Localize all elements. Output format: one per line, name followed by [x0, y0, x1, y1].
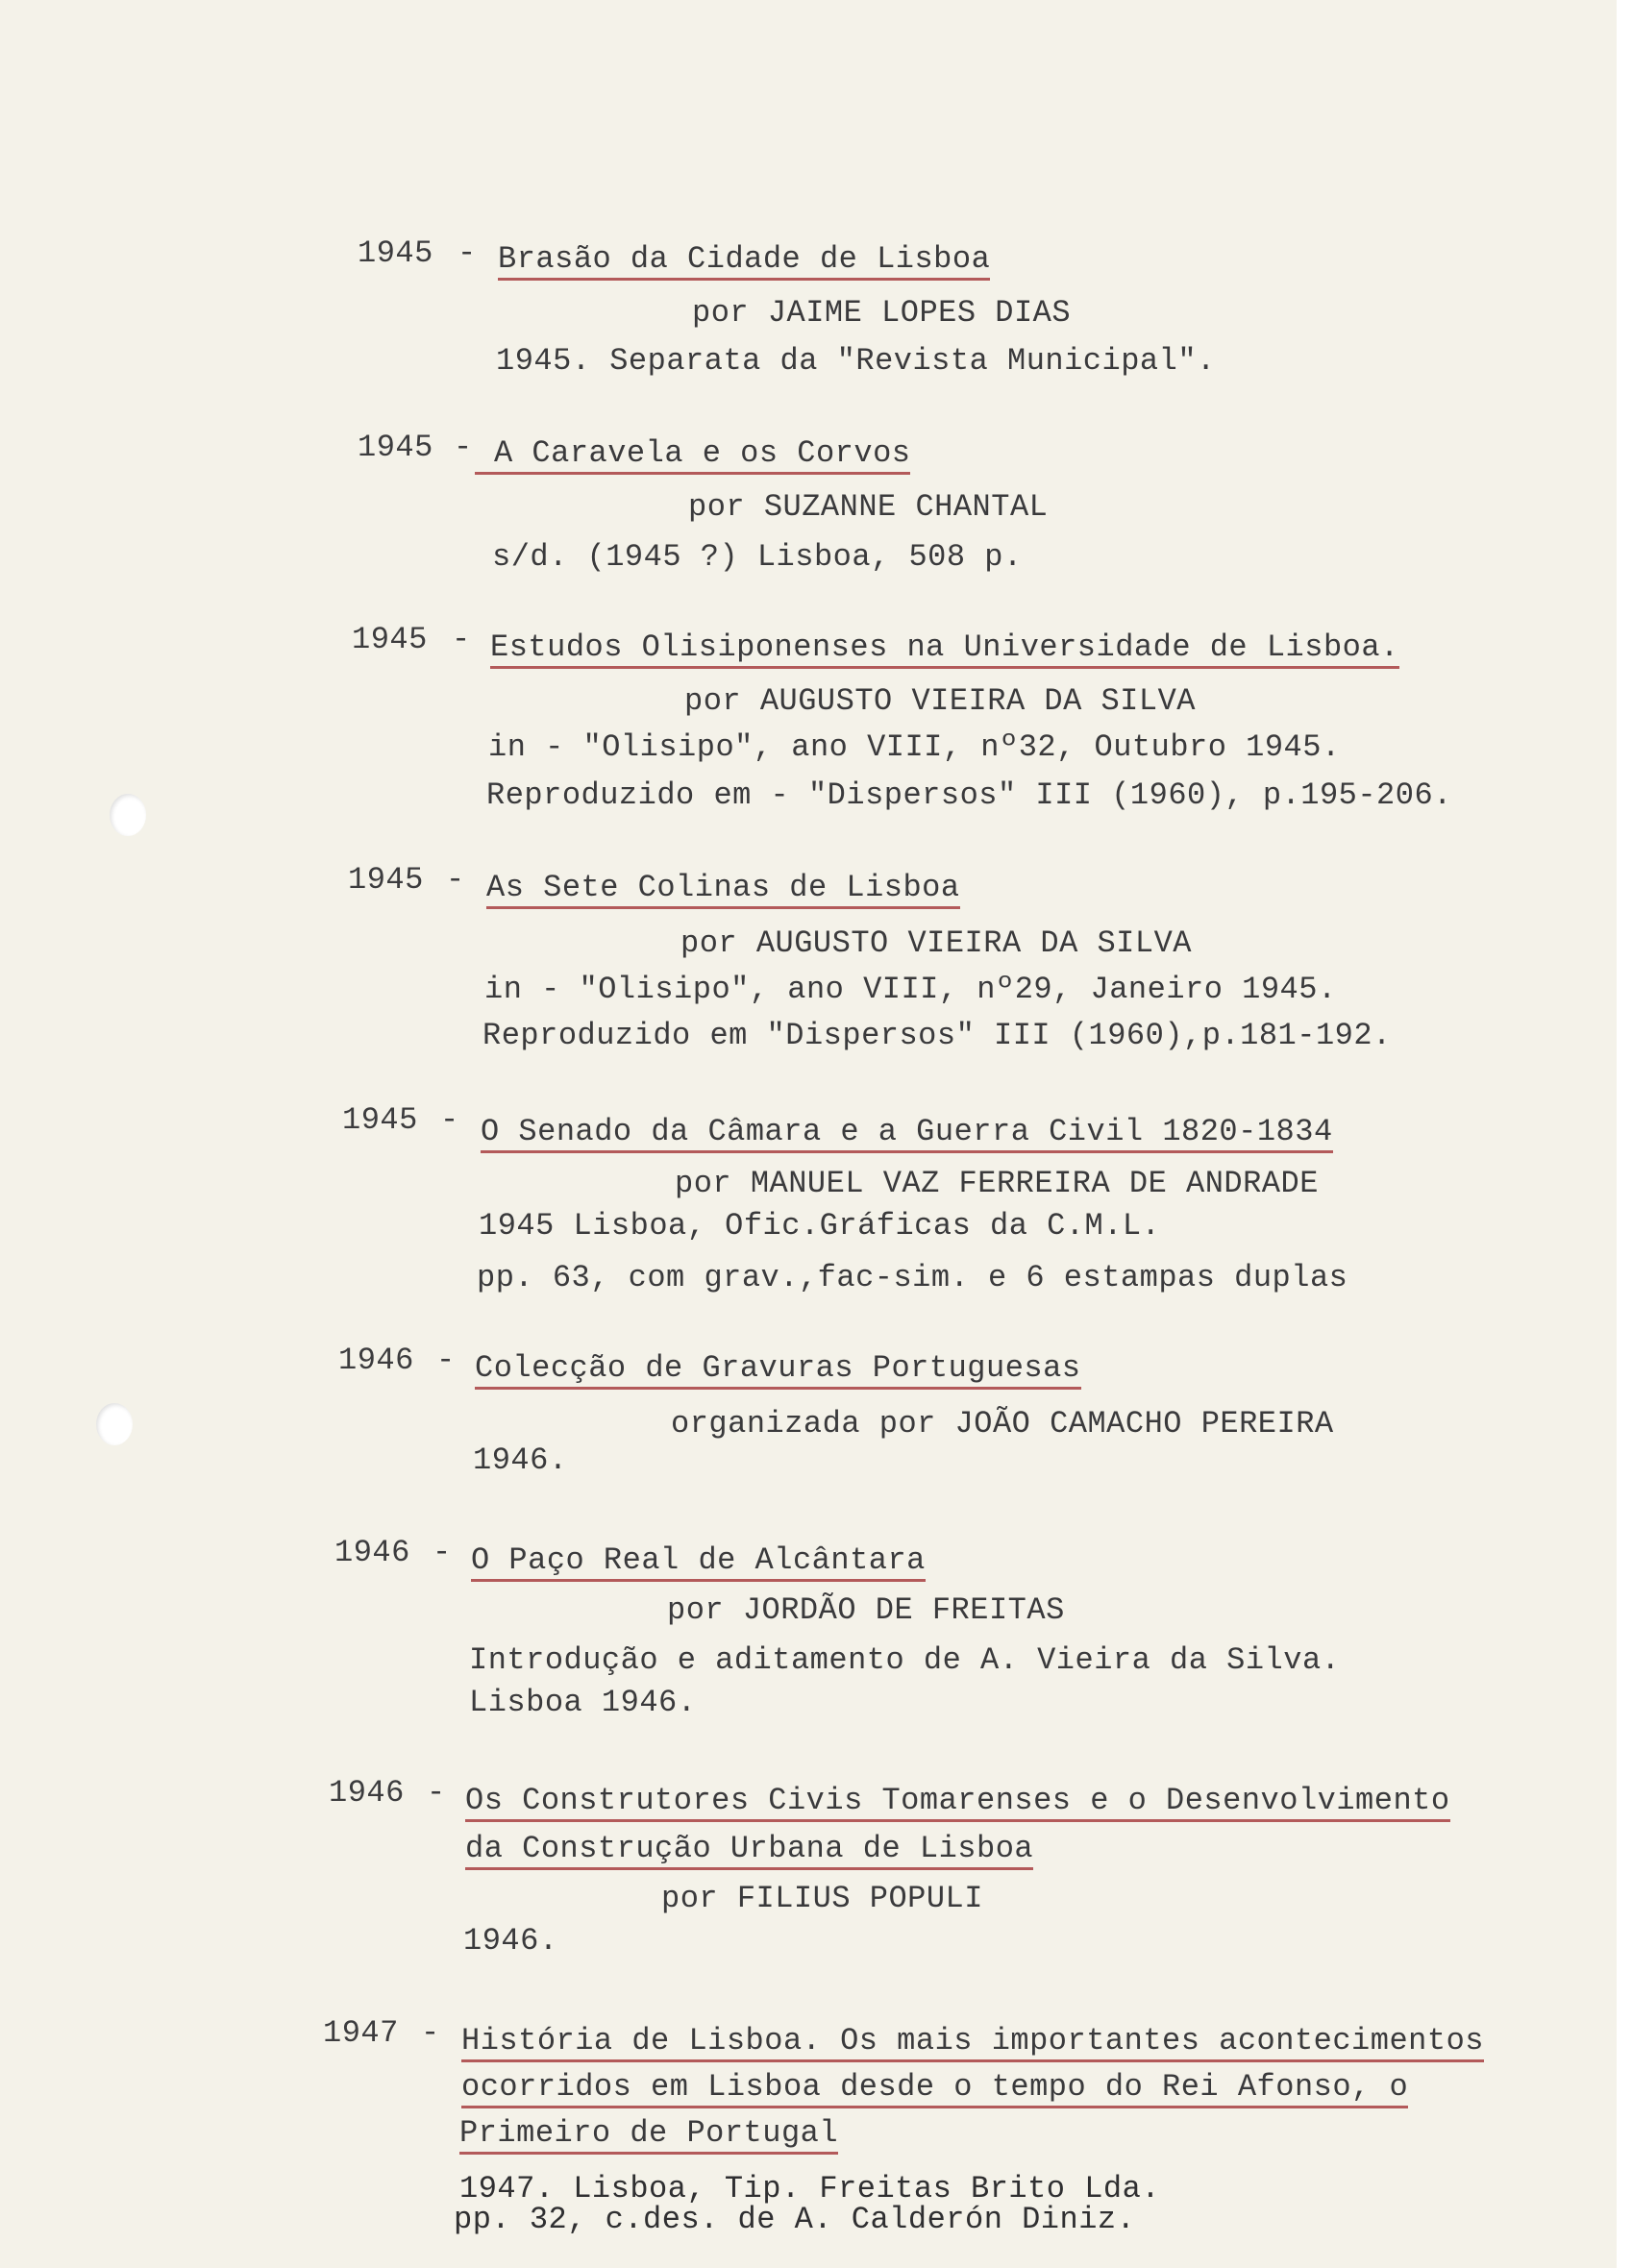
- entry-dash: -: [436, 1343, 456, 1378]
- entry-dash: -: [440, 1102, 459, 1138]
- entry-year: 1945: [352, 622, 428, 657]
- entry-detail: 1945. Separata da "Revista Municipal".: [496, 343, 1216, 379]
- entry-title: Colecção de Gravuras Portuguesas: [475, 1351, 1081, 1390]
- entry-year: 1946: [334, 1535, 410, 1570]
- entry-detail: 1946.: [473, 1442, 568, 1478]
- entry-detail: Introdução e aditamento de A. Vieira da Silva.: [469, 1642, 1341, 1678]
- entry-author: por SUZANNE CHANTAL: [688, 489, 1049, 525]
- entry-year: 1945: [348, 862, 424, 898]
- entry-dash: -: [433, 1535, 452, 1570]
- entry-detail: in - "Olisipo", ano VIII, nº32, Outubro 1945.: [488, 729, 1341, 765]
- entry-title: A Caravela e os Corvos: [475, 436, 910, 475]
- entry-detail: 1945 Lisboa, Ofic.Gráficas da C.M.L.: [479, 1208, 1161, 1244]
- entry-title: da Construção Urbana de Lisboa: [465, 1832, 1033, 1870]
- entry-detail: Reproduzido em "Dispersos" III (1960),p.181-192.: [482, 1018, 1392, 1053]
- entry-year: 1946: [329, 1775, 405, 1811]
- entry-author: por MANUEL VAZ FERREIRA DE ANDRADE: [675, 1166, 1319, 1201]
- entry-dash: -: [457, 235, 477, 271]
- entry-detail: 1947. Lisboa, Tip. Freitas Brito Lda.: [459, 2171, 1161, 2206]
- entry-detail: s/d. (1945 ?) Lisboa, 508 p.: [492, 539, 1023, 575]
- entry-title: O Paço Real de Alcântara: [471, 1543, 926, 1582]
- entry-detail: 1946.: [463, 1923, 558, 1959]
- entry-title: Estudos Olisiponenses na Universidade de Lisboa.: [490, 630, 1399, 669]
- entry-year: 1945: [358, 235, 433, 271]
- entry-detail: pp. 63, com grav.,fac-sim. e 6 estampas duplas: [477, 1260, 1348, 1295]
- entry-year: 1947: [323, 2015, 399, 2051]
- entry-author: organizada por JOÃO CAMACHO PEREIRA: [671, 1406, 1334, 1442]
- entry-author: por JAIME LOPES DIAS: [692, 295, 1072, 331]
- entry-title: História de Lisboa. Os mais importantes acontecimentos: [461, 2024, 1484, 2062]
- entry-dash: -: [427, 1775, 446, 1811]
- entry-author: por AUGUSTO VIEIRA DA SILVA: [684, 683, 1196, 719]
- entry-title: O Senado da Câmara e a Guerra Civil 1820-1834: [481, 1115, 1333, 1153]
- entry-title: As Sete Colinas de Lisboa: [486, 871, 960, 909]
- entry-year: 1945: [342, 1102, 418, 1138]
- entry-dash: -: [452, 622, 471, 657]
- entry-title: Primeiro de Portugal: [459, 2116, 838, 2155]
- entry-dash: -: [446, 862, 465, 898]
- entry-detail: in - "Olisipo", ano VIII, nº29, Janeiro 1945.: [484, 972, 1337, 1007]
- entry-year: 1946: [338, 1343, 414, 1378]
- entry-title: Os Construtores Civis Tomarenses e o Desenvolvimento: [465, 1784, 1450, 1822]
- entry-dash: -: [454, 430, 473, 465]
- entry-detail: Lisboa 1946.: [469, 1685, 697, 1720]
- entry-author: por JORDÃO DE FREITAS: [667, 1592, 1065, 1628]
- entry-title: ocorridos em Lisboa desde o tempo do Rei Afonso, o: [461, 2070, 1408, 2108]
- entry-author: por AUGUSTO VIEIRA DA SILVA: [680, 925, 1192, 961]
- entry-author: por FILIUS POPULI: [661, 1881, 983, 1916]
- entry-dash: -: [421, 2015, 440, 2051]
- entry-detail: pp. 32, c.des. de A. Calderón Diniz.: [454, 2202, 1136, 2237]
- entry-title: Brasão da Cidade de Lisboa: [498, 242, 990, 281]
- entry-detail: Reproduzido em - "Dispersos" III (1960), p.195-206.: [486, 777, 1452, 813]
- entry-year: 1945: [358, 430, 433, 465]
